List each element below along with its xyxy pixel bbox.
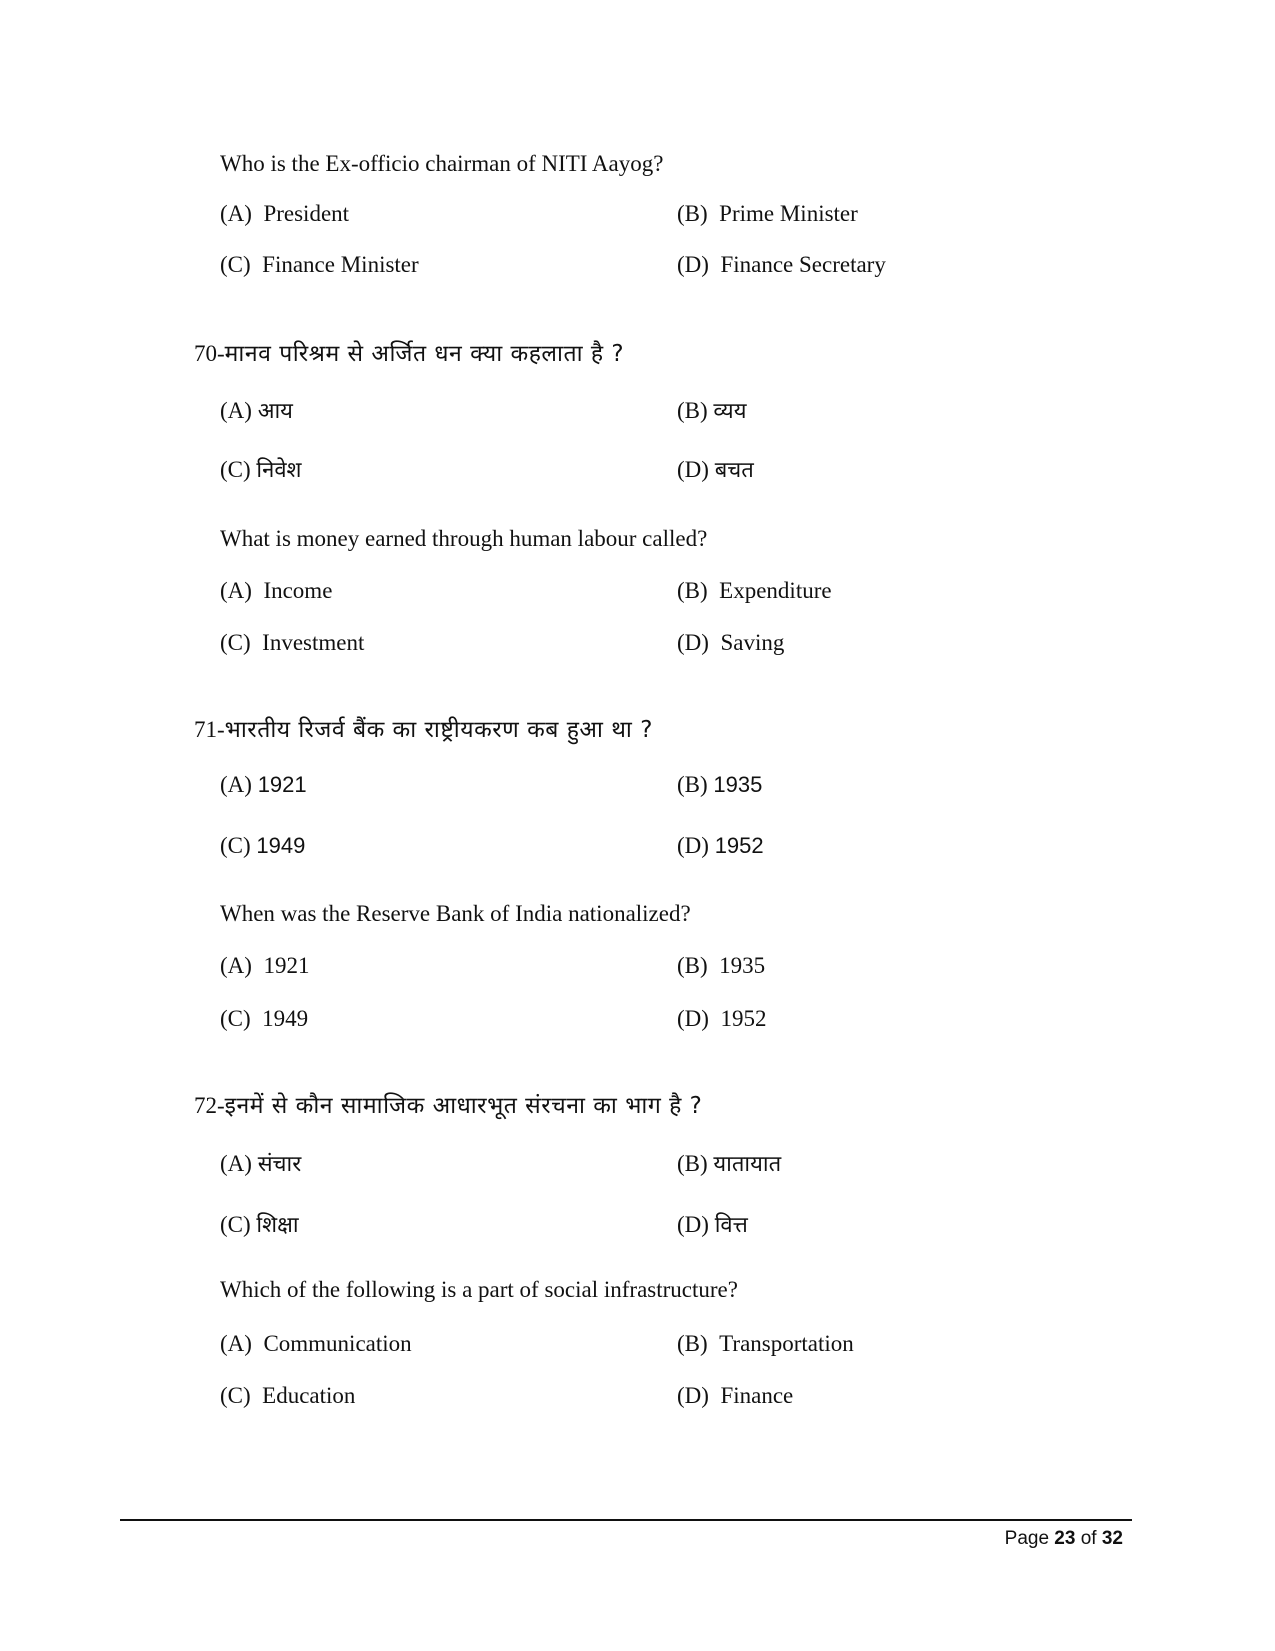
q70-en-option-b [677,578,832,604]
option-label: (B) [677,201,708,226]
q72-en-option-a [220,1331,412,1357]
q69-en-option-b [677,201,858,227]
page-prefix: Page [1004,1528,1050,1549]
option-text: President [263,201,350,226]
option-text: Education [262,1383,356,1408]
option-text: शिक्षा [256,1213,299,1238]
q70-english-question: What is money earned through human labour called? [220,526,708,551]
q72-hi-option-c [220,1209,299,1239]
option-label: (C) [220,457,251,482]
option-text: Prime Minister [719,201,858,226]
option-label: (B) [677,578,708,603]
page-total: 32 [1101,1528,1123,1549]
option-label: (A) [220,772,252,797]
question-text: भारतीय रिजर्व बैंक का राष्ट्रीयकरण कब हुआ था ? [224,717,653,743]
option-text: व्यय [713,399,747,424]
question-number: 70- [194,341,225,366]
q71-hindi-question [194,712,653,744]
q70-hindi-question [194,336,624,368]
q69-english-question: Who is the Ex-officio chairman of NITI Aayog? [220,151,664,176]
question-number: 72- [194,1093,225,1118]
option-label: (B) [677,398,708,423]
option-text: बचत [714,458,754,483]
page-number [1005,1528,1123,1550]
q72-english-question: Which of the following is a part of social infrastructure? [220,1277,738,1302]
q71-hi-option-a [220,772,307,798]
q71-en-option-a [220,953,309,979]
q71-hi-option-d [677,833,764,859]
q72-en-option-d [677,1383,793,1409]
option-label: (B) [677,1151,708,1176]
option-label: (D) [677,630,709,655]
q70-hi-option-d [677,454,754,484]
q71-en-option-d [677,1006,766,1032]
option-label: (A) [220,953,252,978]
q72-hi-option-a [220,1148,301,1178]
question-text: मानव परिश्रम से अर्जित धन क्या कहलाता है ? [224,341,625,367]
q72-hindi-question [194,1088,702,1120]
option-label: (A) [220,578,252,603]
q72-hi-option-d [677,1209,748,1239]
option-text: 1935 [719,953,766,978]
question-number: 71- [194,717,225,742]
option-text: Expenditure [719,578,832,603]
option-label: (B) [677,953,708,978]
q70-en-option-c [220,630,364,656]
q71-en-option-b [677,953,765,979]
option-label: (C) [220,1383,251,1408]
q70-hi-option-c [220,454,302,484]
option-label: (A) [220,1151,252,1176]
option-text: 1952 [714,833,764,858]
option-label: (D) [677,833,709,858]
option-label: (B) [677,1331,708,1356]
option-text: Finance Secretary [720,252,886,277]
q72-en-option-b [677,1331,854,1357]
q71-hi-option-c [220,833,305,859]
page-current: 23 [1054,1528,1076,1549]
option-text: 1952 [720,1006,767,1031]
option-text: Finance Minister [262,252,419,277]
footer-divider [120,1519,1132,1521]
option-text: Transportation [719,1331,854,1356]
option-text: यातायात [713,1152,782,1177]
page-of: of [1080,1528,1097,1549]
option-text: Income [263,578,333,603]
q71-hi-option-b [677,772,762,798]
option-label: (D) [677,1212,709,1237]
option-text: Communication [263,1331,412,1356]
option-text: 1949 [262,1006,309,1031]
q70-en-option-d [677,630,784,656]
q70-en-option-a [220,578,332,604]
option-text: Saving [720,630,785,655]
option-text: संचार [257,1152,302,1177]
option-label: (C) [220,252,251,277]
q71-english-question: When was the Reserve Bank of India nationalized? [220,901,691,926]
option-label: (A) [220,1331,252,1356]
option-label: (B) [677,772,708,797]
q72-en-option-c [220,1383,355,1409]
q71-en-option-c [220,1006,308,1032]
q69-en-option-a [220,201,349,227]
option-label: (A) [220,398,252,423]
option-label: (D) [677,457,709,482]
option-text: Investment [262,630,365,655]
option-label: (D) [677,1006,709,1031]
option-text: निवेश [256,458,302,483]
q72-hi-option-b [677,1148,781,1178]
option-text: 1935 [713,772,763,797]
option-text: 1921 [257,772,307,797]
option-text: 1921 [263,953,310,978]
option-label: (A) [220,201,252,226]
q70-hi-option-a [220,395,293,425]
option-text: वित्त [714,1213,748,1238]
option-text: 1949 [256,833,306,858]
option-label: (C) [220,630,251,655]
q70-hi-option-b [677,395,746,425]
q69-en-option-d [677,252,886,278]
option-text: Finance [720,1383,794,1408]
question-text: इनमें से कौन सामाजिक आधारभूत संरचना का भाग है ? [224,1093,703,1119]
q69-en-option-c [220,252,419,278]
option-label: (C) [220,1006,251,1031]
option-label: (D) [677,1383,709,1408]
option-label: (C) [220,833,251,858]
option-label: (D) [677,252,709,277]
option-label: (C) [220,1212,251,1237]
option-text: आय [257,399,293,424]
